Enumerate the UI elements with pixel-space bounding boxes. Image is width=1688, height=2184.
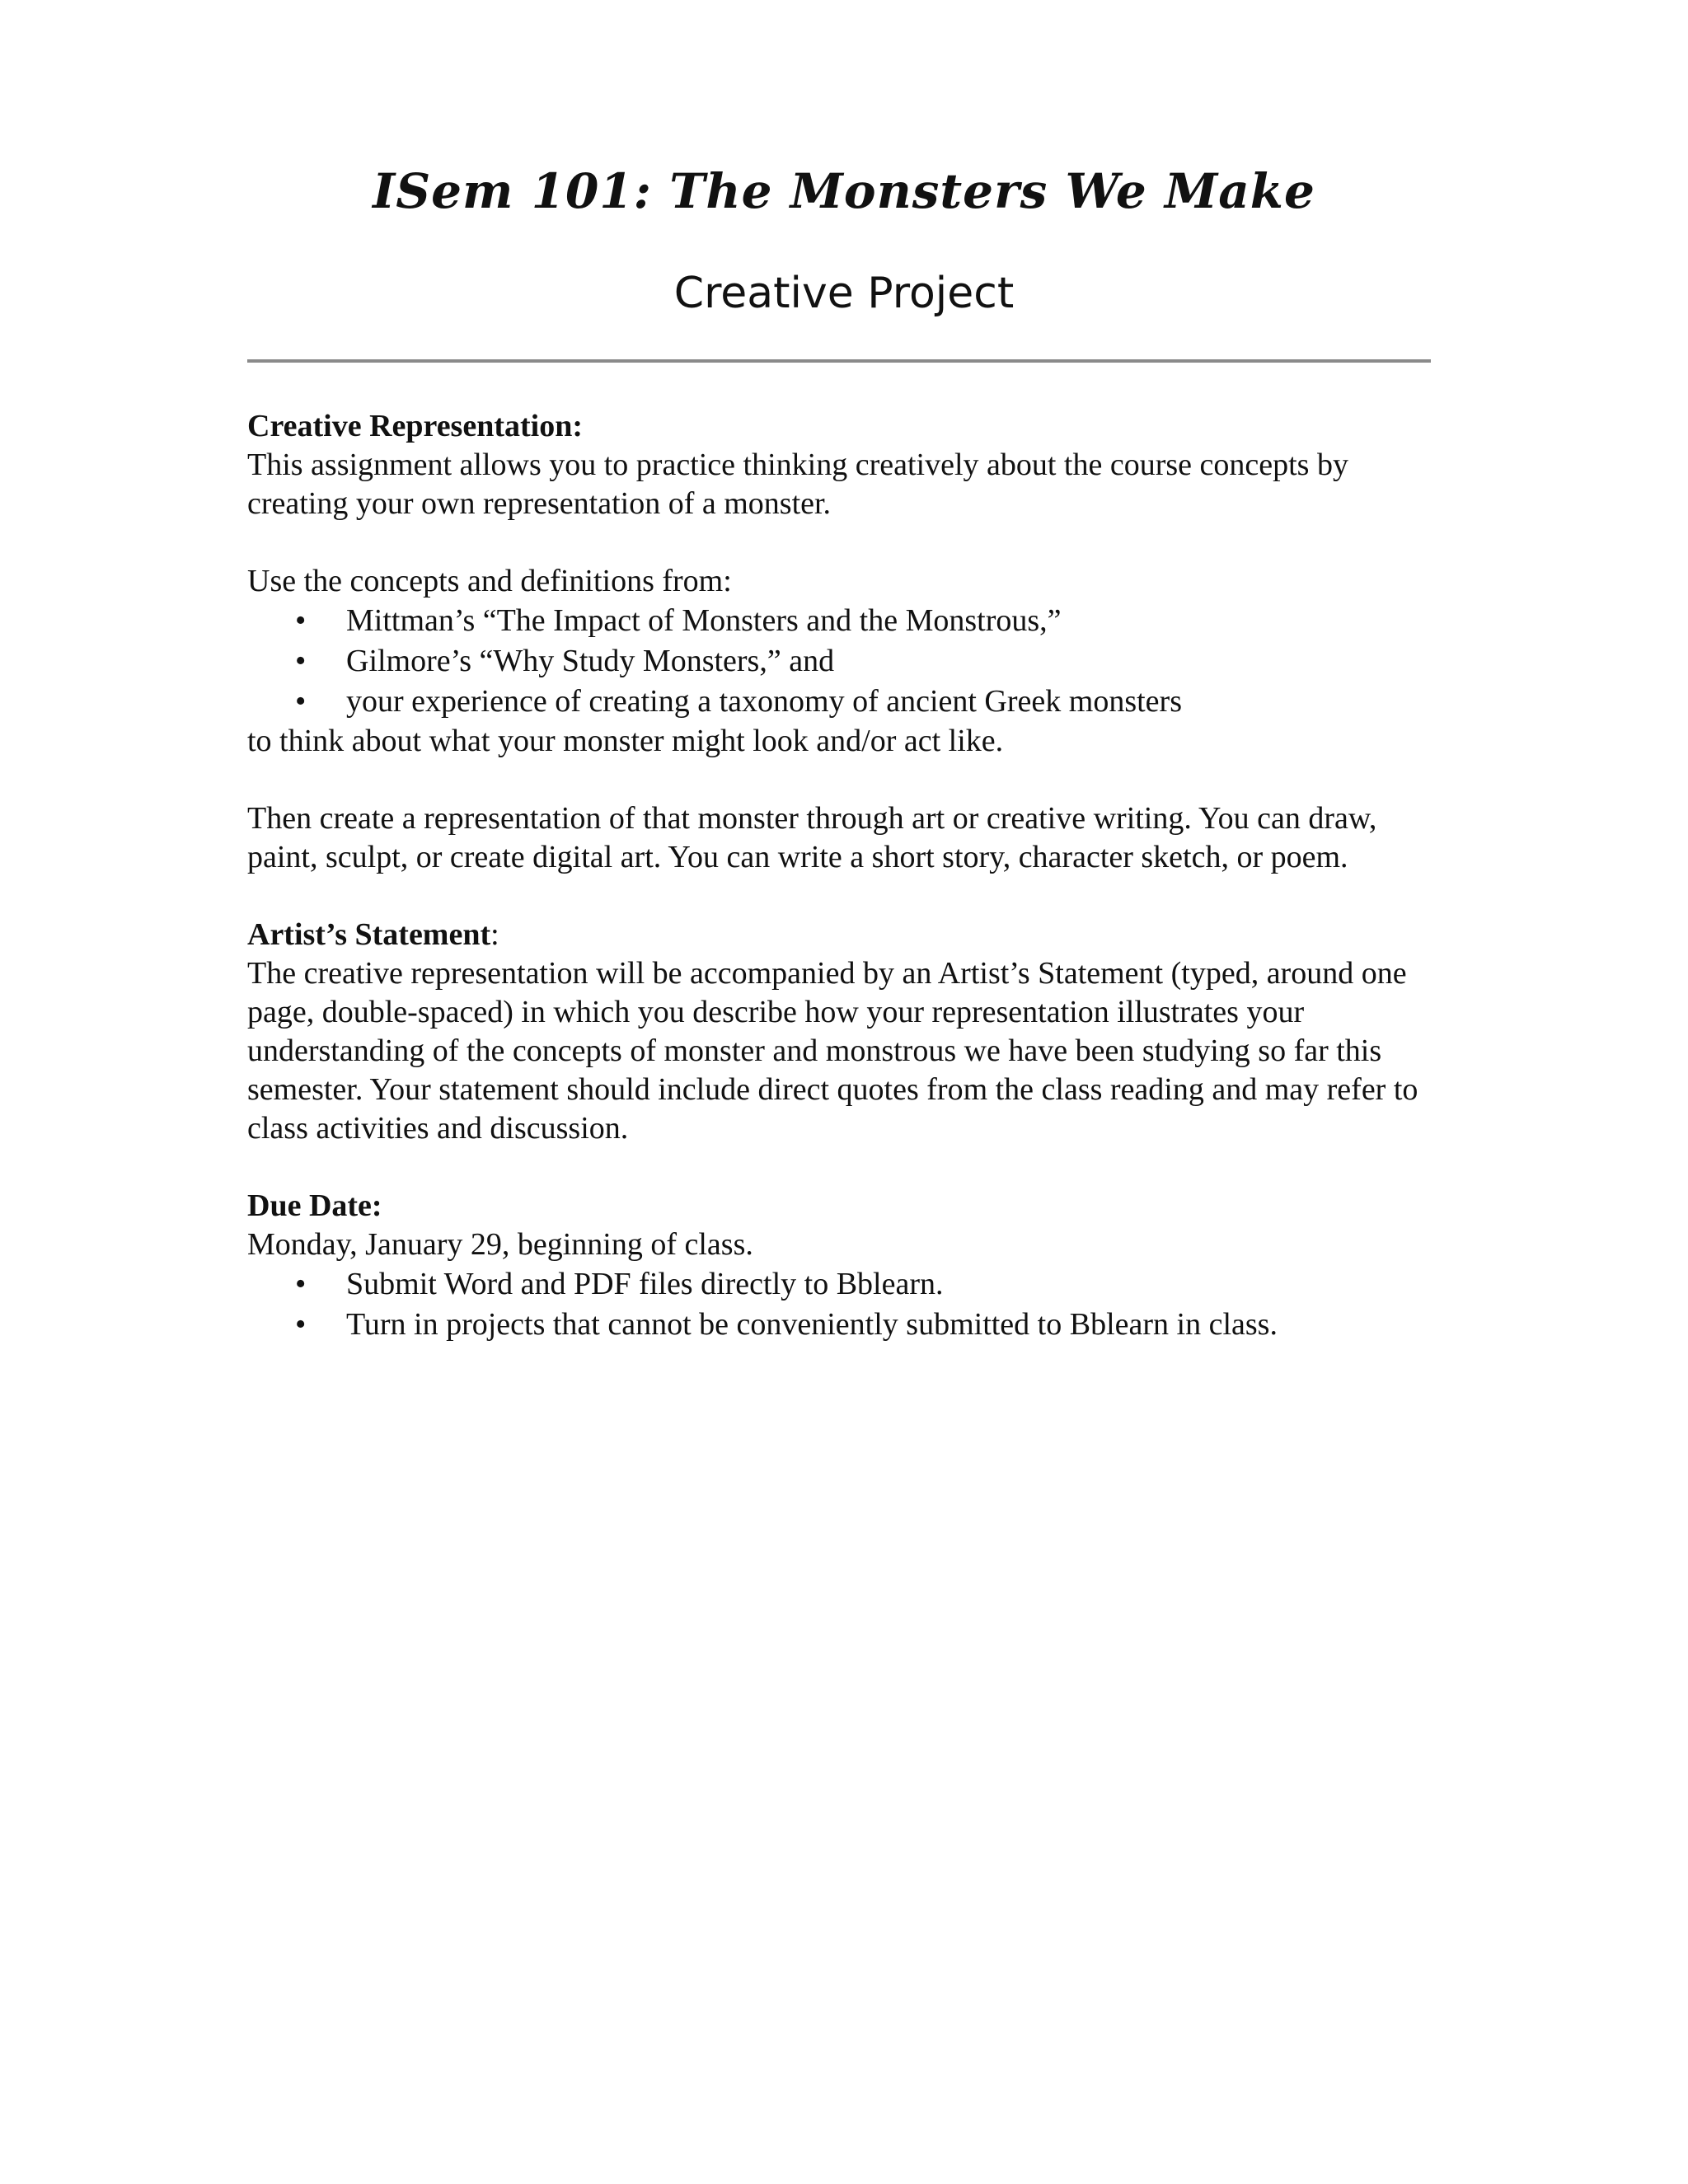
section-artists-statement <box>247 916 1442 1148</box>
bullet-icon: • <box>295 644 307 678</box>
bullet-icon: • <box>295 684 307 719</box>
creative-representation-heading: Creative Representation: <box>247 409 583 443</box>
artists-statement-heading-colon: : <box>490 917 499 952</box>
list-item <box>247 601 1442 641</box>
header-divider <box>247 359 1431 363</box>
bullet-icon: • <box>295 603 307 638</box>
sources-intro: Use the concepts and definitions from: <box>247 564 732 598</box>
section-then-create <box>247 799 1442 877</box>
bullet-icon: • <box>295 1307 307 1342</box>
list-item-text: Gilmore’s “Why Study Monsters,” and <box>346 644 835 678</box>
due-date-line: Monday, January 29, beginning of class. <box>247 1227 753 1262</box>
sources-list <box>247 601 1442 722</box>
section-sources <box>247 562 1442 761</box>
due-date-heading: Due Date: <box>247 1188 382 1223</box>
list-item-text: Mittman’s “The Impact of Monsters and the Monstrous,” <box>346 603 1062 638</box>
then-create-paragraph: Then create a representation of that monster through art or creative writing. You can draw, paint, sculpt, or create digital art. You can write a short story, character sketch, or poem. <box>247 801 1377 874</box>
page-title: ISem 101: The Monsters We Make <box>373 163 1315 219</box>
list-item-text: Submit Word and PDF files directly to Bblearn. <box>346 1267 944 1301</box>
bullet-icon: • <box>295 1267 307 1301</box>
creative-representation-intro: This assignment allows you to practice thinking creatively about the course concepts by creating your own representation of a monster. <box>247 448 1348 521</box>
section-due-date <box>247 1187 1442 1345</box>
artists-statement-heading-line <box>247 916 1442 954</box>
section-creative-representation <box>247 407 1442 523</box>
document-body <box>247 407 1442 1384</box>
due-date-list <box>247 1264 1442 1345</box>
artists-statement-heading: Artist’s Statement <box>247 917 491 952</box>
artists-statement-body: The creative representation will be accompanied by an Artist’s Statement (typed, around one page, double-spaced) in which you describe how your representation illustrates your understanding of the concepts of monster and monstrous we have been studying so far this semester. Your statement should include direct quotes from the class reading and may refer to class activities and discussion. <box>247 956 1418 1146</box>
page-subtitle: Creative Project <box>673 269 1015 318</box>
list-item-text: Turn in projects that cannot be conveniently submitted to Bblearn in class. <box>346 1307 1278 1342</box>
sources-outro: to think about what your monster might look and/or act like. <box>247 724 1004 758</box>
list-item <box>247 641 1442 682</box>
list-item <box>247 682 1442 722</box>
list-item-text: your experience of creating a taxonomy of ancient Greek monsters <box>346 684 1182 719</box>
list-item <box>247 1264 1442 1305</box>
list-item <box>247 1305 1442 1345</box>
